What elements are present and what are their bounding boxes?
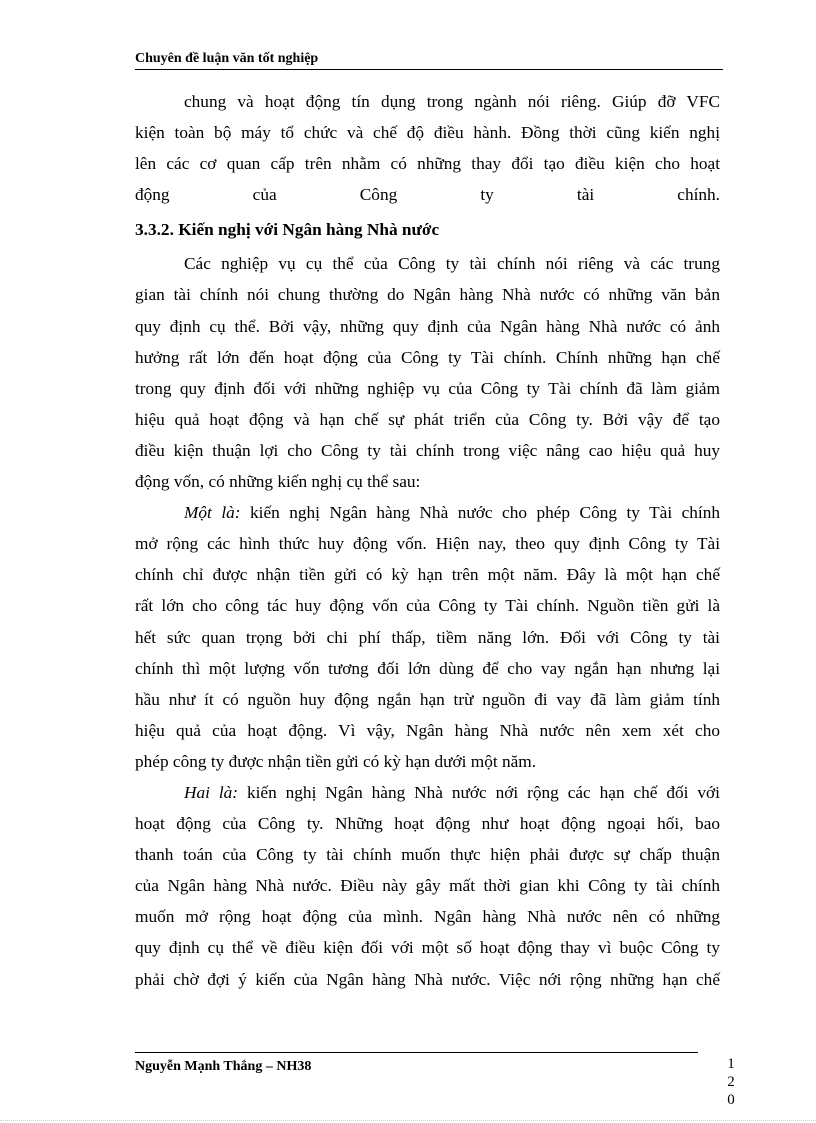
text-line: chung và hoạt động tín dụng trong ngành nói riêng. Giúp đỡ VFC [184, 92, 720, 111]
text-line: hầu như ít có nguồn huy động ngắn hạn trừ nguồn đi vay đã làm giảm tính [135, 689, 720, 709]
text-line: thanh toán của Công ty tài chính muốn thực hiện phải được sự chấp thuận [135, 845, 720, 865]
text-line [135, 497, 720, 528]
text-line: động của Công ty tài chính. [135, 185, 720, 205]
text-line: chính chỉ được nhận tiền gửi có kỳ hạn trên một năm. Đây là một hạn chế [135, 565, 720, 585]
page-number [724, 1055, 738, 1109]
text-run: kiến nghị Ngân hàng Nhà nước cho phép Công ty Tài chính [240, 503, 720, 523]
item-label: Một là: [184, 503, 241, 523]
page-digit: 2 [727, 1074, 735, 1090]
text-line: hoạt động của Công ty. Những hoạt động như hoạt động ngoại hối, bao [135, 814, 720, 834]
page-body [135, 86, 720, 995]
text-line: Các nghiệp vụ cụ thể của Công ty tài chính nói riêng và các trung [184, 254, 720, 274]
text-line: muốn mở rộng hoạt động của mình. Ngân hàng Nhà nước nên có những [135, 907, 720, 927]
header-title: Chuyên đề luận văn tốt nghiệp [135, 51, 319, 66]
text-line: lên các cơ quan cấp trên nhằm có những thay đổi tạo điều kiện cho hoạt [135, 154, 720, 174]
text-line: quy định cụ thể về điều kiện đối với một số hoạt động thay vì buộc Công ty [135, 938, 720, 958]
page-edge-divider [0, 1120, 816, 1121]
page-digit: 0 [727, 1092, 735, 1108]
text-line: hiệu quả hoạt động và hạn chế sự phát triển của Công ty. Bởi vậy để tạo [135, 409, 720, 429]
text-run: kiến nghị Ngân hàng Nhà nước nới rộng các hạn chế đối với [238, 782, 720, 802]
text-line: kiện toàn bộ máy tổ chức và chế độ điều hành. Đồng thời cũng kiến nghị [135, 123, 720, 143]
text-line: gian tài chính nói chung thường do Ngân hàng Nhà nước có những văn bản [135, 285, 720, 305]
text-line: phép công ty được nhận tiền gửi có kỳ hạn dưới một năm. [135, 751, 537, 771]
running-header [135, 50, 723, 70]
text-line: điều kiện thuận lợi cho Công ty tài chính trong việc nâng cao hiệu quả huy [135, 440, 720, 460]
text-line: của Ngân hàng Nhà nước. Điều này gây mất thời gian khi Công ty tài chính [135, 876, 720, 896]
text-line: hưởng rất lớn đến hoạt động của Công ty Tài chính. Chính những hạn chế [135, 347, 720, 367]
item-label: Hai là: [184, 782, 239, 802]
text-line: quy định cụ thể. Bởi vậy, những quy định của Ngân hàng Nhà nước có ảnh [135, 316, 720, 336]
page-digit: 1 [727, 1056, 735, 1072]
text-line: chính thì một lượng vốn tương đối lớn dùng để cho vay ngắn hạn nhưng lại [135, 658, 720, 678]
text-line: hiệu quả của hoạt động. Vì vậy, Ngân hàng Nhà nước nên xem xét cho [135, 720, 720, 740]
text-line: trong quy định đối với những nghiệp vụ của Công ty Tài chính đã làm giảm [135, 378, 720, 398]
section-heading: 3.3.2. Kiến nghị với Ngân hàng Nhà nước [135, 220, 440, 240]
text-line: rất lớn cho công tác huy động vốn của Công ty Tài chính. Nguồn tiền gửi là [135, 596, 720, 616]
text-line: phải chờ đợi ý kiến của Ngân hàng Nhà nước. Việc nới rộng những hạn chế [135, 969, 720, 989]
footer-divider [135, 1052, 698, 1053]
text-line: động vốn, có những kiến nghị cụ thể sau: [135, 472, 421, 492]
footer-author: Nguyễn Mạnh Thắng – NH38 [135, 1059, 312, 1074]
text-line: hết sức quan trọng bởi chi phí thấp, tiềm năng lớn. Đối với Công ty tài [135, 627, 720, 647]
text-line [135, 777, 720, 808]
text-line: mở rộng các hình thức huy động vốn. Hiện nay, theo quy định Công ty Tài [135, 534, 720, 554]
